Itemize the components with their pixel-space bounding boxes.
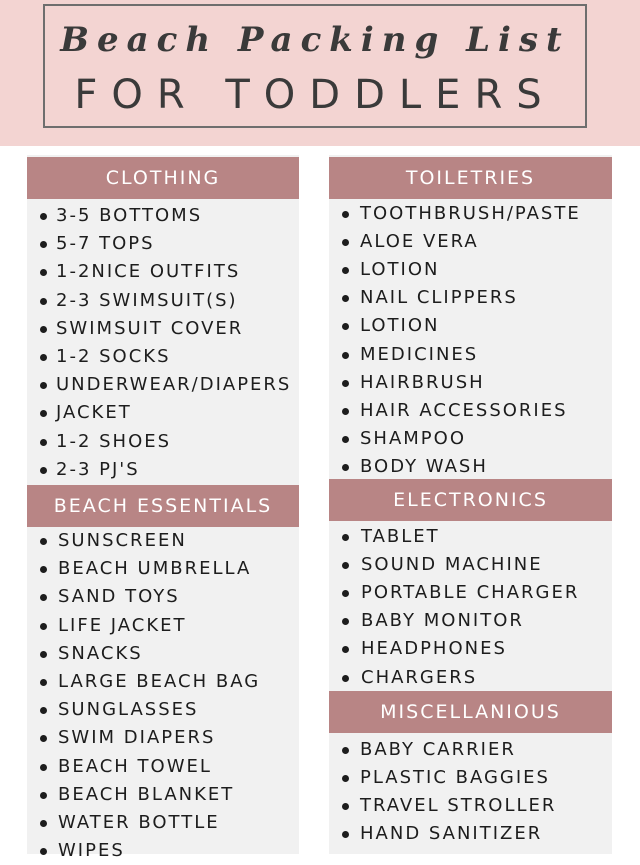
beach-essentials-list-item: SNACKS	[58, 642, 143, 664]
section-heading-clothing: CLOTHING	[27, 157, 299, 199]
clothing-list-item: 2-3 PJ'S	[56, 458, 140, 480]
bullet-icon	[40, 764, 47, 771]
beach-essentials-list-item: WIPES	[58, 840, 125, 862]
clothing-list-item: 1-2 SHOES	[56, 430, 172, 452]
beach-essentials-list-item: SUNSCREEN	[58, 530, 187, 551]
bullet-icon	[40, 326, 47, 333]
toiletries-list-item: LOTION	[360, 315, 440, 337]
section-heading-miscellanious: MISCELLANIOUS	[329, 691, 612, 733]
miscellanious-list-item: TRAVEL STROLLER	[360, 795, 557, 817]
electronics-list-item: HEADPHONES	[361, 638, 507, 660]
miscellanious-list-item: PLASTIC BAGGIES	[360, 767, 550, 789]
beach-essentials-list-item: SWIM DIAPERS	[58, 727, 216, 749]
electronics-list-item: CHARGERS	[361, 666, 478, 688]
bullet-icon	[342, 380, 349, 387]
section-heading-toiletries: TOILETRIES	[329, 157, 612, 199]
title-frame	[43, 4, 587, 128]
clothing-list-item: 1-2NICE OUTFITS	[56, 261, 241, 283]
bullet-icon	[40, 848, 47, 855]
section-heading-electronics: ELECTRONICS	[329, 479, 612, 521]
page-subtitle: FOR TODDLERS	[74, 72, 556, 118]
section-heading-beach-essentials: BEACH ESSENTIALS	[27, 485, 299, 527]
clothing-list-item: UNDERWEAR/DIAPERS	[56, 374, 292, 396]
toiletries-list-item: ALOE VERA	[360, 231, 479, 253]
toiletries-list-item: MEDICINES	[360, 343, 479, 365]
beach-essentials-list-item: LARGE BEACH BAG	[58, 671, 261, 692]
clothing-list-item: JACKET	[56, 402, 132, 424]
bullet-icon	[40, 467, 47, 474]
toiletries-list-item: BODY WASH	[360, 455, 488, 477]
toiletries-list-item: SHAMPOO	[360, 427, 466, 449]
bullet-icon	[342, 675, 349, 682]
bullet-icon	[40, 792, 47, 799]
bullet-icon	[40, 623, 47, 630]
bullet-icon	[40, 354, 47, 361]
bullet-icon	[342, 534, 349, 541]
bullet-icon	[342, 747, 349, 754]
bullet-icon	[342, 352, 349, 359]
bullet-icon	[342, 211, 349, 218]
bullet-icon	[342, 408, 349, 415]
bullet-icon	[40, 679, 47, 686]
miscellanious-list-item: HAND SANITIZER	[360, 823, 543, 845]
beach-essentials-list-item: BEACH TOWEL	[58, 755, 212, 777]
toiletries-list-item: HAIR ACCESSORIES	[360, 399, 568, 421]
clothing-list-item: 2-3 SWIMSUIT(S)	[56, 289, 238, 311]
clothing-list-item: 3-5 BOTTOMS	[56, 205, 203, 226]
toiletries-list-item: NAIL CLIPPERS	[360, 287, 518, 309]
beach-essentials-list-item: LIFE JACKET	[58, 614, 187, 636]
bullet-icon	[342, 464, 349, 471]
toiletries-list-item: TOOTHBRUSH/PASTE	[360, 203, 581, 224]
bullet-icon	[40, 298, 47, 305]
beach-essentials-list-item: BEACH UMBRELLA	[58, 558, 252, 580]
bullet-icon	[40, 538, 47, 545]
bullet-icon	[40, 213, 47, 220]
electronics-list-item: SOUND MACHINE	[361, 554, 543, 576]
clothing-list-item: SWIMSUIT COVER	[56, 317, 244, 339]
clothing-list-item: 5-7 TOPS	[56, 233, 155, 255]
toiletries-list-item: HAIRBRUSH	[360, 371, 485, 393]
bullet-icon	[40, 439, 47, 446]
beach-essentials-list-item: WATER BOTTLE	[58, 812, 220, 833]
electronics-list-item: BABY MONITOR	[361, 610, 524, 632]
bullet-icon	[40, 651, 47, 658]
bullet-icon	[342, 436, 349, 443]
miscellanious-list-item: BABY CARRIER	[360, 739, 516, 760]
electronics-list-item: PORTABLE CHARGER	[361, 582, 580, 604]
bullet-icon	[40, 820, 47, 827]
electronics-list-item: TABLET	[361, 526, 440, 547]
beach-essentials-list-item: SUNGLASSES	[58, 699, 199, 721]
beach-essentials-list-item: SAND TOYS	[58, 586, 180, 608]
page-title: Beach Packing List	[60, 20, 570, 60]
beach-essentials-list-item: BEACH BLANKET	[58, 783, 235, 805]
toiletries-list-item: LOTION	[360, 259, 440, 281]
clothing-list-item: 1-2 SOCKS	[56, 346, 171, 367]
